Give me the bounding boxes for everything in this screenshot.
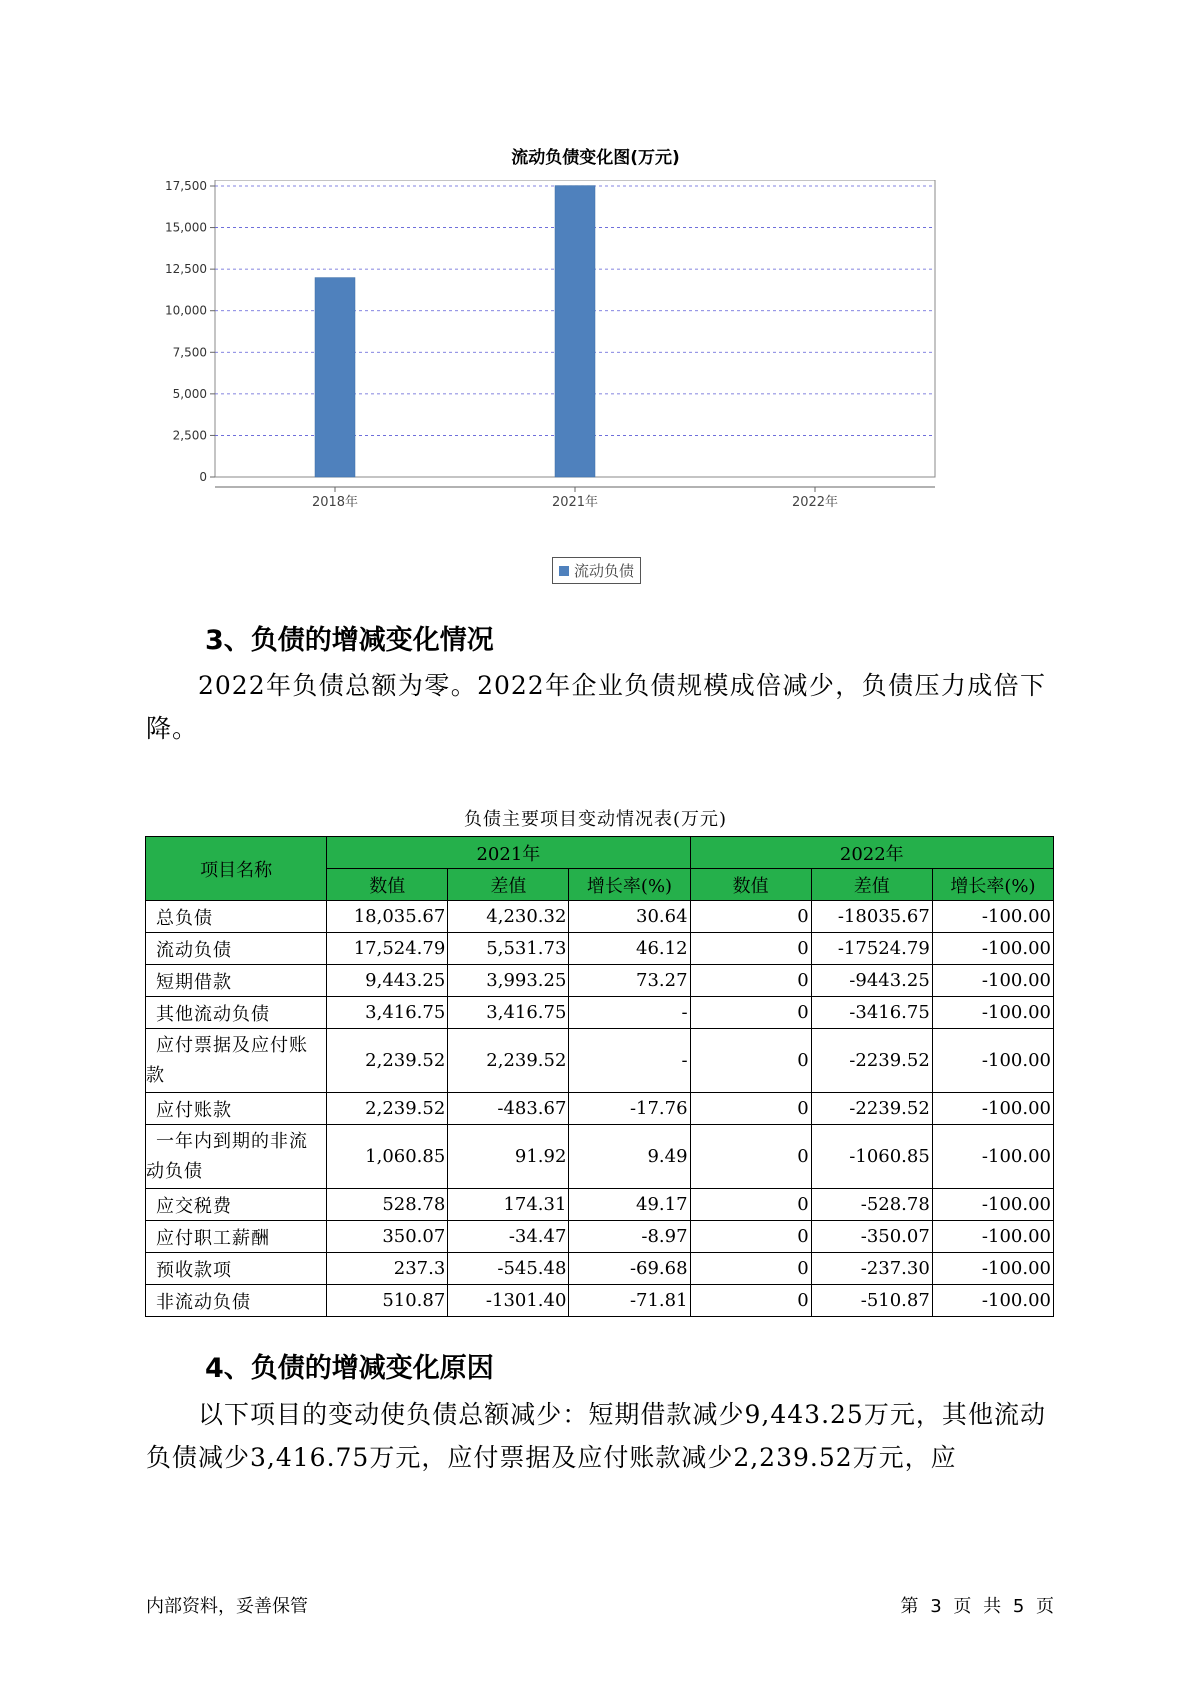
cell-d1: 2,239.52 xyxy=(448,1029,569,1093)
header-diff: 差值 xyxy=(448,869,569,901)
cell-v2: 0 xyxy=(690,1125,811,1189)
cell-v2: 0 xyxy=(690,1253,811,1285)
header-growth: 增长率(%) xyxy=(932,869,1053,901)
cell-v2: 0 xyxy=(690,1029,811,1093)
table-row xyxy=(146,997,1054,1029)
y-tick-label: 7,500 xyxy=(172,345,207,360)
cell-d2: -2239.52 xyxy=(811,1093,932,1125)
legend-label: 流动负债 xyxy=(574,562,635,580)
cell-v1: 2,239.52 xyxy=(327,1029,448,1093)
header-year-2022: 2022年 xyxy=(690,837,1053,869)
cell-v2: 0 xyxy=(690,901,811,933)
y-tick-label: 5,000 xyxy=(172,386,207,401)
legend-swatch xyxy=(559,566,569,576)
cell-v1: 1,060.85 xyxy=(327,1125,448,1189)
cell-r1: 9.49 xyxy=(569,1125,690,1189)
cell-v1: 2,239.52 xyxy=(327,1093,448,1125)
cell-r2: -100.00 xyxy=(932,1029,1053,1093)
cell-r1: 73.27 xyxy=(569,965,690,997)
cell-v2: 0 xyxy=(690,1285,811,1317)
table-row xyxy=(146,1029,1054,1093)
cell-r1: - xyxy=(569,997,690,1029)
cell-v1: 17,524.79 xyxy=(327,933,448,965)
table-row xyxy=(146,1285,1054,1317)
row-item-name: 非流动负债 xyxy=(146,1285,327,1317)
cell-v1: 3,416.75 xyxy=(327,997,448,1029)
cell-v2: 0 xyxy=(690,1221,811,1253)
row-item-name: 流动负债 xyxy=(146,933,327,965)
cell-d1: -34.47 xyxy=(448,1221,569,1253)
y-tick-label: 10,000 xyxy=(165,303,207,318)
cell-r2: -100.00 xyxy=(932,1189,1053,1221)
cell-d2: -9443.25 xyxy=(811,965,932,997)
cell-d2: -17524.79 xyxy=(811,933,932,965)
header-value: 数值 xyxy=(690,869,811,901)
row-item-name: 短期借款 xyxy=(146,965,327,997)
cell-r2: -100.00 xyxy=(932,1221,1053,1253)
cell-d2: -1060.85 xyxy=(811,1125,932,1189)
table-row xyxy=(146,1253,1054,1285)
cell-d2: -18035.67 xyxy=(811,901,932,933)
y-tick-label: 2,500 xyxy=(172,428,207,443)
bar-2021年 xyxy=(555,186,595,477)
cell-d1: 174.31 xyxy=(448,1189,569,1221)
y-tick-label: 17,500 xyxy=(165,180,207,193)
row-item-name: 应交税费 xyxy=(146,1189,327,1221)
cell-r2: -100.00 xyxy=(932,1285,1053,1317)
cell-d1: -483.67 xyxy=(448,1093,569,1125)
cell-r2: -100.00 xyxy=(932,997,1053,1029)
cell-d1: -545.48 xyxy=(448,1253,569,1285)
x-tick-label: 2021年 xyxy=(551,495,599,510)
cell-d1: 91.92 xyxy=(448,1125,569,1189)
cell-v1: 18,035.67 xyxy=(327,901,448,933)
cell-v2: 0 xyxy=(690,1189,811,1221)
x-tick-label: 2018年 xyxy=(311,495,359,510)
row-item-name: 应付职工薪酬 xyxy=(146,1221,327,1253)
cell-v1: 350.07 xyxy=(327,1221,448,1253)
cell-r2: -100.00 xyxy=(932,933,1053,965)
table-row xyxy=(146,901,1054,933)
cell-d2: -510.87 xyxy=(811,1285,932,1317)
row-item-name-line2: 动负债 xyxy=(146,1160,203,1182)
cell-r1: -17.76 xyxy=(569,1093,690,1125)
cell-d2: -2239.52 xyxy=(811,1029,932,1093)
cell-v2: 0 xyxy=(690,965,811,997)
cell-v2: 0 xyxy=(690,933,811,965)
row-item-name-line2: 款 xyxy=(146,1064,165,1086)
table-row xyxy=(146,1221,1054,1253)
cell-r2: -100.00 xyxy=(932,1253,1053,1285)
cell-r1: -71.81 xyxy=(569,1285,690,1317)
header-growth: 增长率(%) xyxy=(569,869,690,901)
cell-r1: 30.64 xyxy=(569,901,690,933)
row-item-name: 应付账款 xyxy=(146,1093,327,1125)
row-item-name-line1: 应付票据及应付账 xyxy=(156,1034,308,1056)
header-item-name: 项目名称 xyxy=(146,837,327,901)
current-liabilities-bar-chart xyxy=(150,180,1020,550)
chart-legend xyxy=(552,557,641,584)
row-item-name: 总负债 xyxy=(146,901,327,933)
row-item-name xyxy=(146,1029,327,1093)
cell-v1: 9,443.25 xyxy=(327,965,448,997)
table-caption: 负债主要项目变动情况表(万元) xyxy=(463,809,728,830)
table-row xyxy=(146,933,1054,965)
x-tick-label: 2022年 xyxy=(791,495,839,510)
cell-v1: 510.87 xyxy=(327,1285,448,1317)
cell-r2: -100.00 xyxy=(932,965,1053,997)
section-4-paragraph: 以下项目的变动使负债总额减少：短期借款减少9,443.25万元，其他流动负债减少3,416.75万元，应付票据及应付账款减少2,239.52万元，应 xyxy=(146,1400,1046,1472)
liabilities-change-table xyxy=(145,836,1054,1317)
chart-title: 流动负债变化图(万元) xyxy=(511,148,680,168)
cell-v1: 237.3 xyxy=(327,1253,448,1285)
row-item-name: 预收款项 xyxy=(146,1253,327,1285)
cell-d2: -237.30 xyxy=(811,1253,932,1285)
bar-2018年 xyxy=(315,278,355,477)
cell-r2: -100.00 xyxy=(932,901,1053,933)
header-diff: 差值 xyxy=(811,869,932,901)
cell-d1: -1301.40 xyxy=(448,1285,569,1317)
cell-d2: -350.07 xyxy=(811,1221,932,1253)
table-row xyxy=(146,1093,1054,1125)
cell-r1: -69.68 xyxy=(569,1253,690,1285)
cell-d1: 3,993.25 xyxy=(448,965,569,997)
cell-r1: 49.17 xyxy=(569,1189,690,1221)
cell-d1: 5,531.73 xyxy=(448,933,569,965)
y-tick-label: 15,000 xyxy=(165,220,207,235)
cell-v2: 0 xyxy=(690,1093,811,1125)
y-tick-label: 12,500 xyxy=(165,262,207,277)
cell-r1: - xyxy=(569,1029,690,1093)
cell-r1: 46.12 xyxy=(569,933,690,965)
row-item-name-line1: 一年内到期的非流 xyxy=(156,1130,308,1152)
table-row xyxy=(146,1125,1054,1189)
cell-r2: -100.00 xyxy=(932,1093,1053,1125)
table-body xyxy=(146,901,1054,1317)
section-3-heading: 3、负债的增减变化情况 xyxy=(205,625,494,656)
row-item-name xyxy=(146,1125,327,1189)
cell-d1: 4,230.32 xyxy=(448,901,569,933)
cell-d2: -3416.75 xyxy=(811,997,932,1029)
header-value: 数值 xyxy=(327,869,448,901)
footer-confidential-note: 内部资料，妥善保管 xyxy=(146,1596,308,1617)
table-row xyxy=(146,965,1054,997)
table-row xyxy=(146,1189,1054,1221)
cell-r1: -8.97 xyxy=(569,1221,690,1253)
cell-r2: -100.00 xyxy=(932,1125,1053,1189)
cell-d2: -528.78 xyxy=(811,1189,932,1221)
table-header-row-1 xyxy=(146,837,1054,869)
section-4-heading: 4、负债的增减变化原因 xyxy=(205,1353,494,1384)
cell-v1: 528.78 xyxy=(327,1189,448,1221)
y-tick-label: 0 xyxy=(199,470,207,484)
cell-d1: 3,416.75 xyxy=(448,997,569,1029)
cell-v2: 0 xyxy=(690,997,811,1029)
row-item-name: 其他流动负债 xyxy=(146,997,327,1029)
footer-page-number: 第 3 页 共 5 页 xyxy=(900,1596,1054,1617)
header-year-2021: 2021年 xyxy=(327,837,690,869)
section-3-paragraph: 2022年负债总额为零。2022年企业负债规模成倍减少，负债压力成倍下降。 xyxy=(146,671,1046,743)
